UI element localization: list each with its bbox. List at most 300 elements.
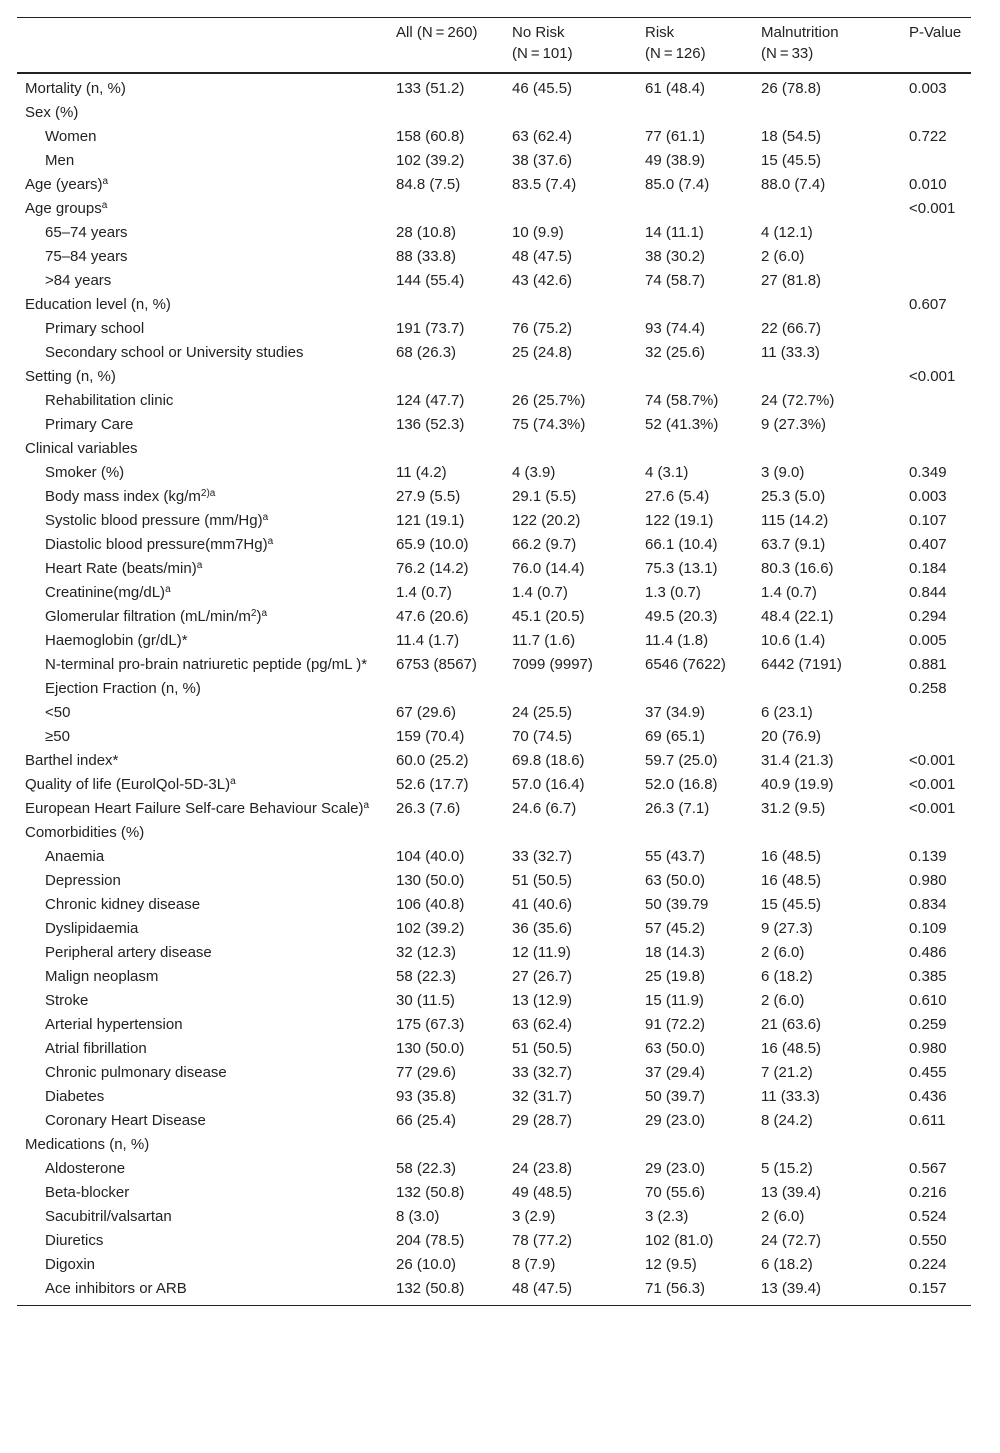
- cell-malnutrition: 25.3 (5.0): [761, 488, 826, 505]
- cell-risk: 32 (25.6): [645, 344, 706, 361]
- cell-no-risk: 46 (45.5): [512, 80, 573, 97]
- cell-p-value: <0.001: [909, 368, 956, 385]
- row-label: [17, 485, 388, 509]
- footnote-marker: a: [102, 176, 109, 187]
- table-row: [17, 509, 971, 533]
- row-label: [17, 73, 388, 101]
- cell-malnutrition: 31.2 (9.5): [761, 800, 826, 817]
- cell-no-risk: 63 (62.4): [512, 128, 573, 145]
- cell-p-value: 0.385: [909, 968, 947, 985]
- cell-risk: 49 (38.9): [645, 152, 706, 169]
- cell-risk: 59.7 (25.0): [645, 752, 718, 769]
- cell-no-risk: 63 (62.4): [512, 1016, 573, 1033]
- cell-all: 58 (22.3): [396, 1160, 457, 1177]
- row-label-text: Arterial hypertension: [45, 1016, 183, 1033]
- cell-no-risk: 24 (23.8): [512, 1160, 573, 1177]
- cell-no-risk: 32 (31.7): [512, 1088, 573, 1105]
- cell-risk: 26.3 (7.1): [645, 800, 710, 817]
- cell-p-value: [901, 437, 971, 461]
- cell-malnutrition: 13 (39.4): [761, 1184, 822, 1201]
- cell-no-risk: 70 (74.5): [512, 728, 573, 745]
- cell-risk: 50 (39.79: [645, 896, 709, 913]
- row-label-text: Chronic kidney disease: [45, 896, 201, 913]
- table-row: [17, 629, 971, 653]
- table-row: [17, 317, 971, 341]
- cell-risk: 37 (34.9): [645, 704, 706, 721]
- cell-p-value: [901, 413, 971, 437]
- cell-risk: 91 (72.2): [645, 1016, 706, 1033]
- row-label-text: Barthel index*: [25, 752, 119, 769]
- row-label: [17, 293, 388, 317]
- row-label-text: Stroke: [45, 992, 89, 1009]
- cell-all: 26 (10.0): [396, 1256, 457, 1273]
- row-label-text: Clinical variables: [25, 440, 138, 457]
- table-row: [17, 269, 971, 293]
- row-label-text: Chronic pulmonary disease: [45, 1064, 227, 1081]
- cell-all: 11.4 (1.7): [396, 632, 460, 649]
- cell-no-risk: 48 (47.5): [512, 1280, 573, 1297]
- cell-all: 77 (29.6): [396, 1064, 457, 1081]
- row-label-text: Primary school: [45, 320, 145, 337]
- cell-no-risk: 24.6 (6.7): [512, 800, 577, 817]
- row-label: [17, 1013, 388, 1037]
- table-row: [17, 893, 971, 917]
- row-label-text: Heart Rate (beats/min): [45, 560, 197, 577]
- cell-no-risk: 45.1 (20.5): [512, 608, 585, 625]
- cell-p-value: 0.010: [909, 176, 947, 193]
- row-label: [17, 725, 388, 749]
- cell-malnutrition: 15 (45.5): [761, 896, 822, 913]
- table-row: [17, 797, 971, 821]
- row-label: [17, 581, 388, 605]
- cell-malnutrition: [753, 437, 901, 461]
- table-row: [17, 605, 971, 629]
- row-label-text: Secondary school or University studies: [45, 344, 304, 361]
- table-row: [17, 725, 971, 749]
- cell-all: 66 (25.4): [396, 1112, 457, 1129]
- row-label: [17, 1061, 388, 1085]
- cell-no-risk: 11.7 (1.6): [512, 632, 576, 649]
- cell-malnutrition: 63.7 (9.1): [761, 536, 826, 553]
- cell-all: [388, 293, 504, 317]
- cell-risk: 69 (65.1): [645, 728, 706, 745]
- cell-all: 102 (39.2): [396, 920, 465, 937]
- cell-risk: 55 (43.7): [645, 848, 706, 865]
- table-row: [17, 221, 971, 245]
- row-label: [17, 245, 388, 269]
- cell-no-risk: 83.5 (7.4): [512, 176, 577, 193]
- row-label: [17, 821, 388, 845]
- cell-risk: 77 (61.1): [645, 128, 706, 145]
- row-label: [17, 533, 388, 557]
- row-label: [17, 1109, 388, 1133]
- cell-malnutrition: 2 (6.0): [761, 248, 805, 265]
- row-label: [17, 461, 388, 485]
- table-row: [17, 73, 971, 101]
- cell-all: 121 (19.1): [396, 512, 465, 529]
- cell-risk: 3 (2.3): [645, 1208, 689, 1225]
- footnote-marker: a: [230, 776, 236, 787]
- cell-no-risk: 10 (9.9): [512, 224, 564, 241]
- row-label: [17, 701, 388, 725]
- row-label-text: Malign neoplasm: [45, 968, 159, 985]
- row-label: [17, 1277, 388, 1306]
- row-label-text: N-terminal pro-brain natriuretic peptide (pg/mL )*: [45, 656, 368, 673]
- cell-p-value: 0.524: [909, 1208, 947, 1225]
- cell-all: 65.9 (10.0): [396, 536, 469, 553]
- row-label: [17, 893, 388, 917]
- cell-no-risk: 41 (40.6): [512, 896, 573, 913]
- table-header: [17, 18, 971, 74]
- table-row: [17, 1085, 971, 1109]
- cell-risk: 85.0 (7.4): [645, 176, 710, 193]
- cell-no-risk: 12 (11.9): [512, 944, 571, 961]
- cell-all: [388, 197, 504, 221]
- row-label: [17, 1205, 388, 1229]
- cell-p-value: 0.216: [909, 1184, 947, 1201]
- cell-p-value: [901, 317, 971, 341]
- row-label-text: Rehabilitation clinic: [45, 392, 174, 409]
- footnote-marker: a: [267, 536, 274, 547]
- cell-no-risk: 76.0 (14.4): [512, 560, 585, 577]
- cell-no-risk: 3 (2.9): [512, 1208, 556, 1225]
- cell-p-value: [901, 341, 971, 365]
- cell-risk: 57 (45.2): [645, 920, 706, 937]
- cell-risk: [637, 821, 753, 845]
- cell-malnutrition: [753, 821, 901, 845]
- row-label: [17, 989, 388, 1013]
- cell-all: [388, 1133, 504, 1157]
- cell-all: 158 (60.8): [396, 128, 465, 145]
- cell-malnutrition: 15 (45.5): [761, 152, 822, 169]
- row-label: [17, 797, 388, 821]
- table-row: [17, 749, 971, 773]
- table-row: [17, 437, 971, 461]
- table-row: [17, 1037, 971, 1061]
- cell-malnutrition: 6 (18.2): [761, 1256, 813, 1273]
- cell-no-risk: 51 (50.5): [512, 872, 573, 889]
- row-label-text: Ejection Fraction (n, %): [45, 680, 201, 697]
- row-label: [17, 941, 388, 965]
- cell-no-risk: 33 (32.7): [512, 848, 573, 865]
- cell-no-risk: 76 (75.2): [512, 320, 573, 337]
- row-label-text: Dyslipidaemia: [45, 920, 139, 937]
- row-label: [17, 557, 388, 581]
- row-label-text: Sacubitril/valsartan: [45, 1208, 172, 1225]
- cell-risk: [637, 437, 753, 461]
- row-label: [17, 101, 388, 125]
- header-no-risk: No Risk (N = 101): [512, 24, 573, 62]
- cell-malnutrition: 16 (48.5): [761, 872, 822, 889]
- cell-p-value: 0.157: [909, 1280, 947, 1297]
- cell-p-value: 0.407: [909, 536, 947, 553]
- cell-no-risk: [504, 293, 637, 317]
- cell-malnutrition: 13 (39.4): [761, 1280, 822, 1297]
- header-p-value: P-Value: [909, 24, 962, 41]
- table-row: [17, 677, 971, 701]
- cell-no-risk: [504, 197, 637, 221]
- cell-no-risk: 36 (35.6): [512, 920, 573, 937]
- cell-p-value: 0.610: [909, 992, 947, 1009]
- table-row: [17, 173, 971, 197]
- table-container: [17, 17, 971, 1306]
- row-label-text: Digoxin: [45, 1256, 96, 1273]
- table-row: [17, 461, 971, 485]
- row-label-text: Body mass index (kg/m: [45, 488, 201, 505]
- cell-malnutrition: 20 (76.9): [761, 728, 822, 745]
- cell-malnutrition: 10.6 (1.4): [761, 632, 826, 649]
- table-row: [17, 1109, 971, 1133]
- cell-malnutrition: 1.4 (0.7): [761, 584, 817, 601]
- cell-p-value: [901, 701, 971, 725]
- cell-p-value: 0.349: [909, 464, 947, 481]
- cell-malnutrition: 40.9 (19.9): [761, 776, 834, 793]
- cell-p-value: 0.722: [909, 128, 947, 145]
- cell-all: 159 (70.4): [396, 728, 465, 745]
- cell-all: 132 (50.8): [396, 1184, 465, 1201]
- cell-risk: 27.6 (5.4): [645, 488, 710, 505]
- table-row: [17, 557, 971, 581]
- row-label-text: Comorbidities (%): [25, 824, 145, 841]
- table-row: [17, 197, 971, 221]
- table-row: [17, 1253, 971, 1277]
- cell-p-value: [901, 1133, 971, 1157]
- table-row: [17, 413, 971, 437]
- cell-all: 130 (50.0): [396, 872, 465, 889]
- cell-all: 47.6 (20.6): [396, 608, 469, 625]
- cell-risk: 6546 (7622): [645, 656, 726, 673]
- row-label: [17, 1085, 388, 1109]
- cell-malnutrition: 31.4 (21.3): [761, 752, 834, 769]
- cell-no-risk: 24 (25.5): [512, 704, 573, 721]
- cell-all: 27.9 (5.5): [396, 488, 461, 505]
- cell-risk: [637, 677, 753, 701]
- cell-risk: 63 (50.0): [645, 872, 706, 889]
- row-label: [17, 869, 388, 893]
- row-label-text: Aldosterone: [45, 1160, 126, 1177]
- row-label-text: Anaemia: [45, 848, 105, 865]
- cell-all: 130 (50.0): [396, 1040, 465, 1057]
- row-label-text: Smoker (%): [45, 464, 125, 481]
- cell-malnutrition: 26 (78.8): [761, 80, 822, 97]
- cell-p-value: 0.980: [909, 872, 947, 889]
- cell-no-risk: 78 (77.2): [512, 1232, 573, 1249]
- cell-risk: 74 (58.7): [645, 272, 706, 289]
- baseline-characteristics-table: [17, 17, 971, 1306]
- row-label-text: 65–74 years: [45, 224, 128, 241]
- cell-all: 6753 (8567): [396, 656, 477, 673]
- cell-no-risk: 25 (24.8): [512, 344, 573, 361]
- cell-malnutrition: 9 (27.3): [761, 920, 813, 937]
- cell-risk: [637, 1133, 753, 1157]
- cell-p-value: 0.294: [909, 608, 947, 625]
- cell-p-value: <0.001: [909, 752, 956, 769]
- cell-p-value: 0.003: [909, 488, 947, 505]
- cell-p-value: 0.486: [909, 944, 947, 961]
- cell-all: 106 (40.8): [396, 896, 465, 913]
- header-all: All (N = 260): [396, 24, 478, 41]
- cell-p-value: [901, 101, 971, 125]
- table-row: [17, 365, 971, 389]
- table-row: [17, 245, 971, 269]
- row-label: [17, 317, 388, 341]
- row-label: [17, 221, 388, 245]
- cell-malnutrition: 24 (72.7): [761, 1232, 822, 1249]
- cell-no-risk: [504, 365, 637, 389]
- cell-no-risk: [504, 101, 637, 125]
- row-label: [17, 509, 388, 533]
- cell-p-value: <0.001: [909, 800, 956, 817]
- row-label-text: Diuretics: [45, 1232, 104, 1249]
- row-label: [17, 845, 388, 869]
- cell-all: 191 (73.7): [396, 320, 465, 337]
- table-row: [17, 125, 971, 149]
- cell-no-risk: 29 (28.7): [512, 1112, 573, 1129]
- cell-malnutrition: 5 (15.2): [761, 1160, 813, 1177]
- table-row: [17, 821, 971, 845]
- row-label-text: Peripheral artery disease: [45, 944, 212, 961]
- row-label: [17, 1037, 388, 1061]
- row-label-text: Men: [45, 152, 75, 169]
- cell-p-value: [901, 269, 971, 293]
- cell-p-value: [901, 821, 971, 845]
- cell-all: 1.4 (0.7): [396, 584, 452, 601]
- cell-all: [388, 437, 504, 461]
- header-variable: [17, 18, 388, 74]
- cell-malnutrition: 6 (18.2): [761, 968, 813, 985]
- cell-no-risk: 8 (7.9): [512, 1256, 556, 1273]
- footnote-marker: 2)a: [200, 488, 216, 499]
- row-label: [17, 749, 388, 773]
- table-row: [17, 341, 971, 365]
- cell-p-value: 0.184: [909, 560, 947, 577]
- table-row: [17, 533, 971, 557]
- cell-all: 8 (3.0): [396, 1208, 440, 1225]
- row-label: [17, 269, 388, 293]
- table-row: [17, 389, 971, 413]
- row-label: [17, 677, 388, 701]
- cell-no-risk: 26 (25.7%): [512, 392, 586, 409]
- cell-risk: 52.0 (16.8): [645, 776, 718, 793]
- row-label-text: Medications (n, %): [25, 1136, 150, 1153]
- cell-risk: 11.4 (1.8): [645, 632, 709, 649]
- cell-p-value: 0.107: [909, 512, 947, 529]
- cell-malnutrition: 16 (48.5): [761, 848, 822, 865]
- cell-no-risk: [504, 437, 637, 461]
- table-row: [17, 773, 971, 797]
- cell-p-value: 0.881: [909, 656, 947, 673]
- cell-malnutrition: [753, 365, 901, 389]
- cell-malnutrition: 80.3 (16.6): [761, 560, 834, 577]
- row-label-text: Glomerular filtration (mL/min/m: [45, 608, 251, 625]
- cell-risk: 75.3 (13.1): [645, 560, 718, 577]
- row-label-text: Education level (n, %): [25, 296, 171, 313]
- table-row: [17, 293, 971, 317]
- cell-malnutrition: 16 (48.5): [761, 1040, 822, 1057]
- cell-no-risk: 49 (48.5): [512, 1184, 573, 1201]
- cell-malnutrition: 3 (9.0): [761, 464, 805, 481]
- table-row: [17, 485, 971, 509]
- table-row: [17, 1133, 971, 1157]
- cell-all: 204 (78.5): [396, 1232, 465, 1249]
- footnote-marker: a: [261, 608, 268, 619]
- cell-no-risk: 66.2 (9.7): [512, 536, 577, 553]
- row-label-text: Sex (%): [25, 104, 79, 121]
- cell-malnutrition: 9 (27.3%): [761, 416, 827, 433]
- row-label: [17, 413, 388, 437]
- row-label-suffix: ): [256, 608, 262, 625]
- table-row: [17, 101, 971, 125]
- footnote-marker: a: [262, 512, 269, 523]
- row-label-text: Systolic blood pressure (mm/Hg): [45, 512, 263, 529]
- cell-all: 52.6 (17.7): [396, 776, 469, 793]
- table-row: [17, 917, 971, 941]
- cell-risk: 66.1 (10.4): [645, 536, 718, 553]
- cell-risk: 71 (56.3): [645, 1280, 706, 1297]
- cell-all: [388, 677, 504, 701]
- row-label-text: Atrial fibrillation: [45, 1040, 147, 1057]
- cell-p-value: [901, 149, 971, 173]
- cell-all: 32 (12.3): [396, 944, 457, 961]
- row-label: [17, 389, 388, 413]
- cell-no-risk: 43 (42.6): [512, 272, 573, 289]
- row-label: [17, 341, 388, 365]
- cell-risk: 14 (11.1): [645, 224, 704, 241]
- footnote-marker: a: [165, 584, 171, 595]
- row-label-text: Beta-blocker: [45, 1184, 130, 1201]
- row-label: [17, 1229, 388, 1253]
- row-label-text: Mortality (n, %): [25, 80, 126, 97]
- cell-all: 88 (33.8): [396, 248, 457, 265]
- cell-p-value: 0.003: [909, 80, 947, 97]
- cell-malnutrition: [753, 1133, 901, 1157]
- row-label: [17, 437, 388, 461]
- cell-malnutrition: 6 (23.1): [761, 704, 813, 721]
- table-row: [17, 965, 971, 989]
- cell-p-value: 0.224: [909, 1256, 947, 1273]
- cell-risk: 29 (23.0): [645, 1160, 706, 1177]
- cell-all: 144 (55.4): [396, 272, 465, 289]
- footnote-marker: 2: [250, 608, 257, 619]
- cell-all: 136 (52.3): [396, 416, 465, 433]
- row-label: [17, 1181, 388, 1205]
- cell-p-value: 0.844: [909, 584, 947, 601]
- cell-no-risk: [504, 821, 637, 845]
- row-label-text: Primary Care: [45, 416, 134, 433]
- cell-p-value: 0.550: [909, 1232, 947, 1249]
- cell-p-value: [901, 725, 971, 749]
- row-label: [17, 173, 388, 197]
- table-row: [17, 869, 971, 893]
- cell-malnutrition: 21 (63.6): [761, 1016, 822, 1033]
- cell-p-value: 0.258: [909, 680, 947, 697]
- cell-p-value: 0.834: [909, 896, 947, 913]
- row-label-text: Ace inhibitors or ARB: [45, 1280, 187, 1297]
- row-label: [17, 125, 388, 149]
- table-row: [17, 1277, 971, 1306]
- cell-malnutrition: 18 (54.5): [761, 128, 822, 145]
- cell-risk: 93 (74.4): [645, 320, 706, 337]
- cell-p-value: 0.139: [909, 848, 947, 865]
- table-row: [17, 653, 971, 677]
- cell-risk: 49.5 (20.3): [645, 608, 718, 625]
- cell-malnutrition: 11 (33.3): [761, 344, 820, 361]
- row-label-text: Haemoglobin (gr/dL)*: [45, 632, 188, 649]
- cell-malnutrition: 115 (14.2): [761, 512, 829, 529]
- cell-risk: 37 (29.4): [645, 1064, 706, 1081]
- row-label: [17, 629, 388, 653]
- cell-all: 175 (67.3): [396, 1016, 465, 1033]
